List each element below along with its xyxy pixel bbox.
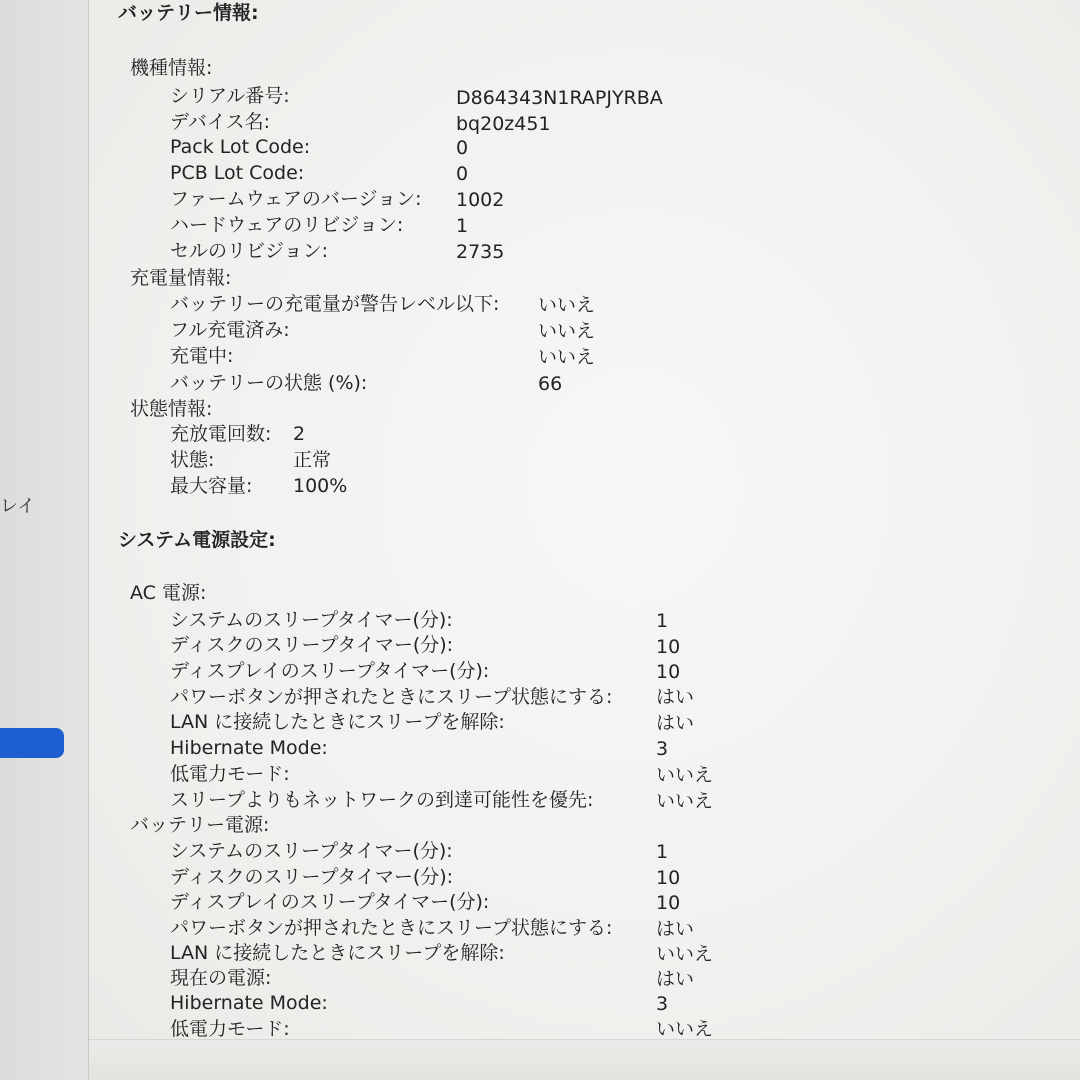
bat-disk-sleep-label: ディスクのスリープタイマー(分): — [170, 866, 454, 888]
ac-power-heading: AC 電源: — [130, 582, 207, 604]
serial-number-value: D864343N1RAPJYRBA — [456, 87, 663, 109]
model-info-heading: 機種情報: — [130, 57, 213, 79]
sidebar-selected-item[interactable] — [0, 728, 64, 758]
device-name-label: デバイス名: — [170, 111, 271, 133]
condition-value: 正常 — [293, 449, 332, 471]
fully-charged-label: フル充電済み: — [170, 319, 290, 341]
bottom-bar — [89, 1039, 1080, 1080]
condition-label: 状態: — [170, 449, 215, 471]
ac-system-sleep-label: システムのスリープタイマー(分): — [170, 609, 453, 631]
bat-current-power-source-value: はい — [656, 968, 695, 990]
ac-hibernate-mode-label: Hibernate Mode: — [170, 737, 328, 759]
ac-network-priority-label: スリープよりもネットワークの到達可能性を優先: — [170, 789, 594, 811]
power-settings-heading: システム電源設定: — [118, 529, 276, 551]
serial-number-label: シリアル番号: — [170, 85, 290, 107]
max-capacity-value: 100% — [293, 475, 348, 497]
bat-current-power-source-label: 現在の電源: — [170, 967, 272, 989]
pcb-lot-code-value: 0 — [456, 163, 469, 185]
bat-power-button-sleep-value: はい — [656, 918, 695, 940]
bat-system-sleep-value: 1 — [656, 841, 669, 863]
max-capacity-label: 最大容量: — [170, 475, 253, 497]
battery-info-heading: バッテリー情報: — [118, 2, 259, 24]
sidebar — [0, 0, 89, 1080]
ac-system-sleep-value: 1 — [656, 610, 669, 632]
ac-display-sleep-value: 10 — [656, 661, 681, 683]
firmware-version-label: ファームウェアのバージョン: — [170, 188, 422, 210]
bat-hibernate-mode-label: Hibernate Mode: — [170, 992, 328, 1014]
cycle-count-label: 充放電回数: — [170, 423, 272, 445]
status-info-heading: 状態情報: — [130, 398, 213, 420]
cell-revision-value: 2735 — [456, 241, 505, 263]
battery-state-percent-label: バッテリーの状態 (%): — [170, 372, 368, 394]
charging-label: 充電中: — [170, 345, 234, 367]
bat-wake-on-lan-value: いいえ — [656, 943, 714, 965]
device-name-value: bq20z451 — [456, 113, 551, 135]
bat-low-power-mode-value: いいえ — [656, 1018, 714, 1040]
ac-disk-sleep-value: 10 — [656, 636, 681, 658]
fully-charged-value: いいえ — [538, 320, 596, 342]
pcb-lot-code-label: PCB Lot Code: — [170, 162, 305, 184]
ac-low-power-mode-value: いいえ — [656, 764, 714, 786]
battery-power-heading: バッテリー電源: — [130, 814, 270, 836]
pack-lot-code-value: 0 — [456, 137, 469, 159]
pack-lot-code-label: Pack Lot Code: — [170, 136, 311, 158]
charging-value: いいえ — [538, 346, 596, 368]
bat-disk-sleep-value: 10 — [656, 867, 681, 889]
bat-display-sleep-label: ディスプレイのスリープタイマー(分): — [170, 891, 490, 913]
charge-info-heading: 充電量情報: — [130, 267, 232, 289]
ac-power-button-sleep-label: パワーボタンが押されたときにスリープ状態にする: — [170, 686, 613, 708]
battery-state-percent-value: 66 — [538, 373, 563, 395]
bat-wake-on-lan-label: LAN に接続したときにスリープを解除: — [170, 942, 505, 964]
bat-hibernate-mode-value: 3 — [656, 993, 669, 1015]
cycle-count-value: 2 — [293, 423, 306, 445]
bat-power-button-sleep-label: パワーボタンが押されたときにスリープ状態にする: — [170, 917, 613, 939]
cell-revision-label: セルのリビジョン: — [170, 240, 329, 262]
ac-power-button-sleep-value: はい — [656, 686, 695, 708]
bat-system-sleep-label: システムのスリープタイマー(分): — [170, 840, 453, 862]
hardware-revision-value: 1 — [456, 215, 469, 237]
ac-network-priority-value: いいえ — [656, 790, 714, 812]
charge-below-warning-value: いいえ — [538, 294, 596, 316]
ac-wake-on-lan-value: はい — [656, 712, 695, 734]
hardware-revision-label: ハードウェアのリビジョン: — [170, 214, 404, 236]
bat-low-power-mode-label: 低電力モード: — [170, 1018, 290, 1040]
ac-disk-sleep-label: ディスクのスリープタイマー(分): — [170, 634, 454, 656]
firmware-version-value: 1002 — [456, 189, 505, 211]
ac-low-power-mode-label: 低電力モード: — [170, 763, 290, 785]
charge-below-warning-label: バッテリーの充電量が警告レベル以下: — [170, 293, 500, 315]
ac-wake-on-lan-label: LAN に接続したときにスリープを解除: — [170, 711, 505, 733]
bat-display-sleep-value: 10 — [656, 892, 681, 914]
ac-display-sleep-label: ディスプレイのスリープタイマー(分): — [170, 660, 490, 682]
ac-hibernate-mode-value: 3 — [656, 738, 669, 760]
sidebar-item-display[interactable]: レイ — [0, 496, 36, 517]
